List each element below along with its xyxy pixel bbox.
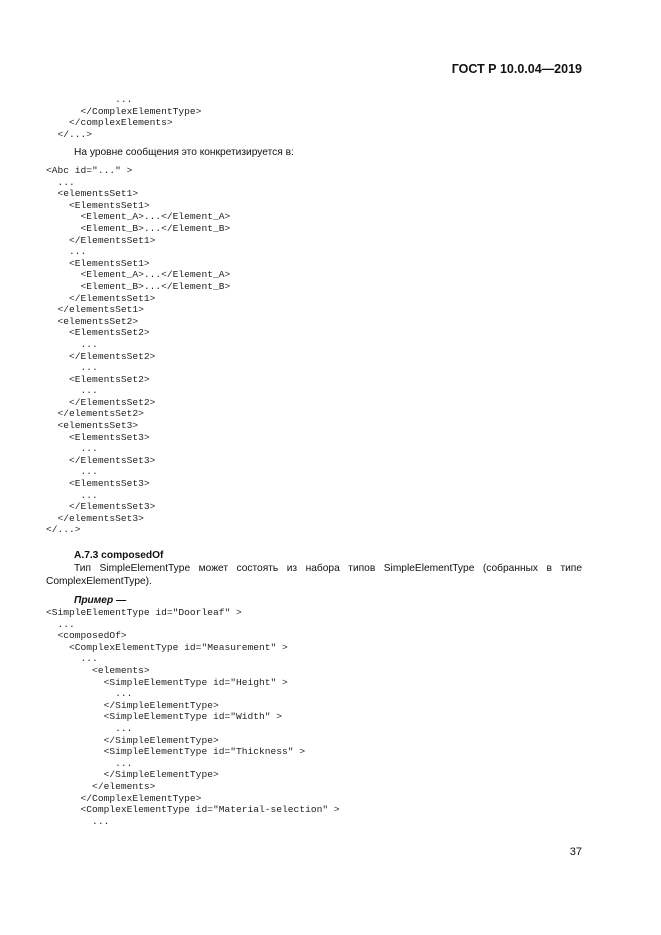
section-heading: A.7.3 composedOf [74, 550, 164, 561]
code-line: ... [46, 653, 98, 665]
code-line: <ComplexElementType id="Measurement" > [46, 641, 288, 653]
code-line: <ElementsSet2> [46, 327, 150, 339]
code-line: </ElementsSet3> [46, 501, 156, 513]
code-line: ... [46, 466, 98, 478]
code-line: ... [46, 176, 75, 188]
code-line: <Element_B>...</Element_B> [46, 280, 231, 292]
code-line: </ElementsSet1> [46, 234, 156, 246]
section-paragraph [46, 562, 582, 588]
code-line: <Element_A>...</Element_A> [46, 211, 231, 223]
code-line: <elementsSet1> [46, 188, 139, 200]
code-line: </SimpleElementType> [46, 734, 219, 746]
code-line: ... [46, 338, 98, 350]
code-line: <elementsSet3> [46, 420, 139, 432]
code-block-message-level [46, 165, 230, 536]
code-line: <Element_B>...</Element_B> [46, 222, 231, 234]
code-line: <ElementsSet1> [46, 257, 150, 269]
code-line: <Abc id="..." > [46, 165, 133, 176]
code-line: <SimpleElementType id="Doorleaf" > [46, 607, 242, 618]
code-line: <ElementsSet1> [46, 199, 150, 211]
code-line: <SimpleElementType id="Thickness" > [46, 746, 306, 758]
intro-sentence: На уровне сообщения это конкретизируется в: [74, 147, 294, 158]
code-line: </...> [46, 128, 93, 140]
code-line: ... [46, 385, 98, 397]
code-line: </elementsSet3> [46, 512, 144, 524]
code-line: <SimpleElementType id="Width" > [46, 711, 283, 723]
code-line: <elementsSet2> [46, 315, 139, 327]
code-line: ... [46, 618, 75, 630]
code-line: </ComplexElementType> [46, 792, 202, 804]
code-line: </ElementsSet2> [46, 396, 156, 408]
code-line: ... [46, 362, 98, 374]
code-line: ... [46, 94, 133, 105]
code-line: <elements> [46, 664, 150, 676]
code-block-example [46, 607, 340, 827]
code-line: </ComplexElementType> [46, 105, 202, 117]
code-line: <composedOf> [46, 630, 127, 642]
code-line: </elementsSet2> [46, 408, 144, 420]
document-header: ГОСТ Р 10.0.04—2019 [451, 62, 582, 76]
code-block-closing-tags [46, 94, 201, 140]
section-paragraph-text: Тип SimpleElementType может состоять из набора типов SimpleElementType (собранных в типе ComplexElementType). [46, 563, 582, 587]
example-label: Пример — [74, 595, 127, 606]
code-line: ... [46, 722, 133, 734]
code-line: ... [46, 757, 133, 769]
code-line: ... [46, 489, 98, 501]
code-line: </ElementsSet1> [46, 292, 156, 304]
code-line: </SimpleElementType> [46, 769, 219, 781]
code-line: <ComplexElementType id="Material-selection" > [46, 804, 340, 816]
code-line: </SimpleElementType> [46, 699, 219, 711]
code-line: ... [46, 815, 110, 827]
code-line: <Element_A>...</Element_A> [46, 269, 231, 281]
page-number: 37 [569, 846, 582, 858]
code-line: </ElementsSet3> [46, 454, 156, 466]
code-line: ... [46, 688, 133, 700]
code-line: <ElementsSet3> [46, 478, 150, 490]
code-line: <SimpleElementType id="Height" > [46, 676, 288, 688]
code-line: <ElementsSet3> [46, 431, 150, 443]
code-line: </...> [46, 524, 81, 536]
code-line: </elements> [46, 780, 156, 792]
code-line: </ElementsSet2> [46, 350, 156, 362]
code-line: <ElementsSet2> [46, 373, 150, 385]
code-line: ... [46, 443, 98, 455]
code-line: ... [46, 246, 87, 258]
code-line: </elementsSet1> [46, 304, 144, 316]
code-line: </complexElements> [46, 117, 173, 129]
